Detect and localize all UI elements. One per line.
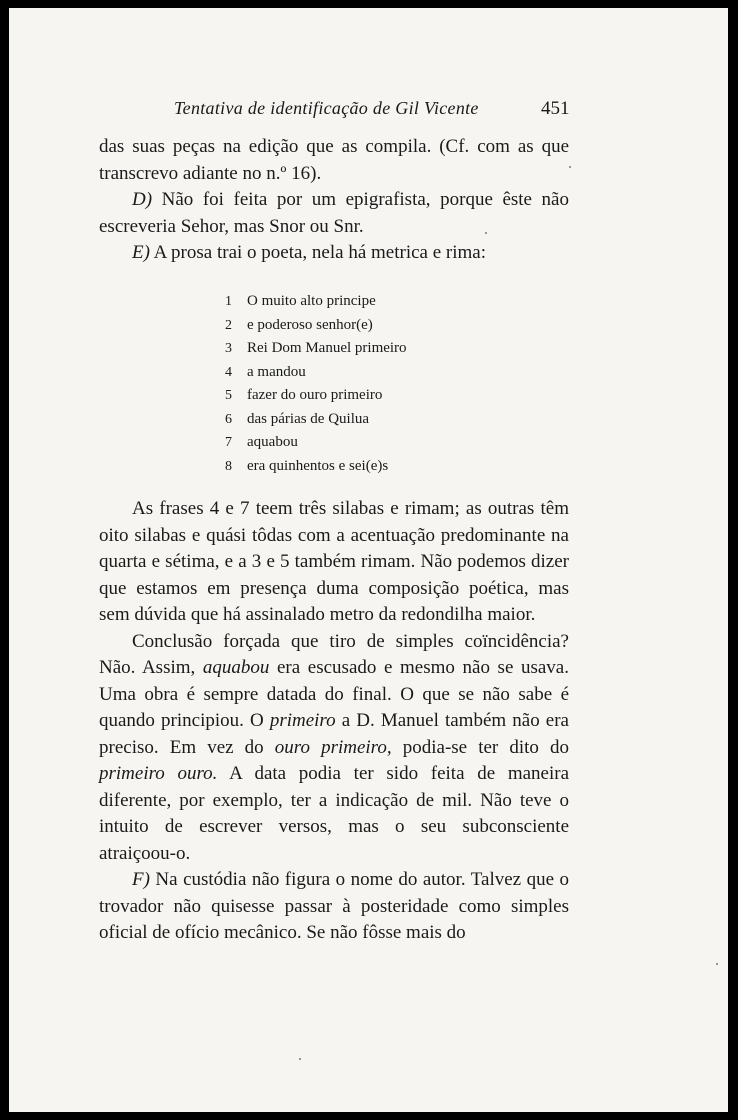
label-f: F) [132, 869, 150, 890]
print-speck [299, 1058, 301, 1060]
paragraph-conclusao: Conclusão forçada que tiro de simples coïncidência? Não. Assim, aquabou era escusado e mesmo não se usava. Uma obra é sempre datada do final. O que se não sabe é quando principiou. O primeiro a D. Manuel também não era preciso. Em vez do ouro primeiro, podia-se ter dito do primeiro ouro. A data podia ter sido feita de maneira diferente, por exemplo, ter a indicação de mil. Não teve o intuito de escrever versos, mas o seu subconsciente atraiçoou-o. [99, 630, 570, 864]
print-speck [716, 963, 718, 965]
verse-inscription [225, 290, 407, 478]
verse-line: 7 aquabou [225, 434, 298, 450]
verse-line: 4 a mandou [225, 363, 306, 380]
label-e: E) [132, 242, 150, 263]
print-speck [569, 166, 571, 168]
verse-line: 8 era quinhentos e sei(e)s [225, 457, 389, 474]
page-header [9, 94, 728, 124]
verse-line: 2 e poderoso senhor(e) [225, 316, 373, 333]
verse-line: 5 fazer do ouro primeiro [225, 387, 383, 403]
book-page [9, 8, 728, 1112]
running-title: Tentativa de identificação de Gil Vicente [174, 98, 479, 118]
page-number: 451 [541, 98, 570, 119]
paragraph-d: D) Não foi feita por um epigrafista, porque êste não escreveria Sehor, mas Snor ou Snr. [99, 189, 569, 237]
paragraph-continuation: das suas peças na edição que as compila. (Cf. com as que transcrevo adiante no n.º 16). [99, 136, 569, 184]
paragraph-f: F) Na custódia não figura o nome do autor. Talvez que o trovador não quisesse passar à posteridade como simples oficial de ofício mecânico. Se não fôsse mais do [99, 869, 569, 943]
paragraph-frases: As frases 4 e 7 teem três silabas e rimam; as outras têm oito silabas e quási tôdas com a acentuação predominante na quarta e sétima, e a 3 e 5 também rimam. Não podemos dizer que estamos em presença duma composição poética, mas sem dúvida que há assinalado metro da redondilha maior. [99, 498, 569, 625]
print-speck [485, 232, 487, 234]
text-block-bottom [99, 496, 569, 947]
paragraph-e: E) A prosa trai o poeta, nela há metrica e rima: [132, 242, 486, 263]
verse-line: 3 Rei Dom Manuel primeiro [225, 340, 407, 356]
text-block-top [99, 134, 569, 267]
verse-line: 6 das párias de Quilua [225, 410, 370, 427]
verse-line: 1 O muito alto principe [225, 293, 376, 309]
label-d: D) [132, 189, 153, 210]
